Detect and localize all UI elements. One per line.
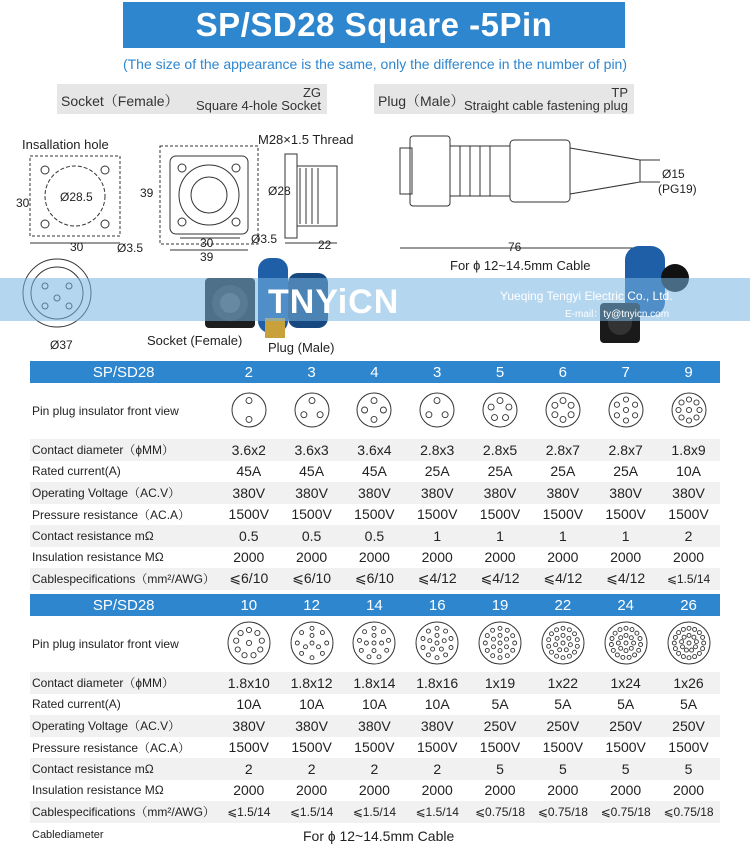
pin-count-header: 7 (594, 361, 657, 383)
table-cell: 1500V (354, 739, 395, 756)
table-row (30, 461, 720, 483)
table-cell: 1500V (605, 739, 646, 756)
table-cell: 250V (594, 715, 657, 737)
pin-view-cell (406, 616, 469, 672)
table-cell: 2000 (296, 549, 328, 566)
table-cell: 1500V (479, 739, 521, 756)
pin-face-3-icon (294, 392, 330, 428)
pin-count-header: 16 (406, 594, 469, 616)
table-cell: 1500V (668, 739, 709, 756)
pin-count-header: 10 (217, 594, 280, 616)
install-screw-label: Ø3.5 (117, 241, 144, 255)
table-cell: 1500V (542, 506, 584, 523)
pin-face-26-icon (667, 621, 711, 665)
table-row (30, 383, 720, 439)
table-cell: 45A (236, 463, 262, 480)
table-cell: 2 (657, 525, 720, 547)
table-row (30, 504, 720, 526)
table-cell: 1500V (228, 506, 270, 523)
table-cell: 2000 (358, 549, 390, 566)
pin-view-cell (469, 383, 532, 439)
table-cell: ⩽1.5/14 (657, 568, 720, 590)
table-cell: 1500V (291, 739, 332, 756)
table-cell: 2 (280, 758, 343, 780)
watermark-email: E-mail：ty@tnyicn.com (565, 309, 670, 320)
table-cell: 3.6x3 (280, 439, 343, 461)
pin-count-header: 5 (469, 361, 532, 383)
table-row (30, 525, 720, 547)
table-cell: 1500V (228, 739, 270, 756)
table-cell: 25A (613, 463, 639, 480)
table-cell: 380V (280, 715, 343, 737)
pin-face-16-icon (415, 621, 459, 665)
plug-cable-note: For ɸ 12~14.5mm Cable (450, 258, 591, 273)
row-label: Cablespecifications（mm²/AWG） (30, 801, 217, 823)
table-cell: 10A (236, 696, 262, 713)
table-row (30, 672, 720, 694)
socket-39-label: 39 (140, 186, 154, 200)
pin-face-19-icon (478, 621, 522, 665)
hole-diameter-label: Ø28.5 (60, 190, 93, 204)
table-cell: 2.8x5 (469, 439, 532, 461)
pin-face-22-icon (541, 621, 585, 665)
pin-view-cell (343, 616, 406, 672)
pin-face-4-icon (356, 392, 392, 428)
table-cell: 380V (343, 715, 406, 737)
table-cell: ⩽4/12 (531, 568, 594, 590)
table-cell: 25A (424, 463, 450, 480)
pin-face-2-icon (231, 392, 267, 428)
socket-30-label: 30 (200, 236, 214, 250)
table-row (30, 758, 720, 780)
install-width-label: 30 (70, 240, 84, 254)
socket-label: Socket（Female） (61, 93, 179, 109)
table-cell: ⩽1.5/14 (406, 801, 469, 823)
pin-view-cell (657, 616, 720, 672)
table-cell: 2 (217, 758, 280, 780)
table-cell: 2000 (233, 549, 265, 566)
table-cell: ⩽0.75/18 (657, 801, 720, 823)
table-cell: 5A (679, 696, 698, 713)
table-row (30, 616, 720, 672)
pin-count-header: 3 (280, 361, 343, 383)
table-cell: 1500V (291, 506, 332, 523)
table-row (30, 801, 720, 823)
table-cell: 2000 (610, 782, 642, 799)
pinface-37-label: Ø37 (50, 338, 73, 352)
socket-code: ZG (302, 85, 321, 100)
pin-count-header: 14 (343, 594, 406, 616)
pin-face-24-icon (604, 621, 648, 665)
pin-count-header: 12 (280, 594, 343, 616)
plug-desc: Straight cable fastening plug (463, 98, 628, 113)
pin-view-cell (217, 616, 280, 672)
table-row (30, 568, 720, 590)
table-cell: 1500V (354, 506, 395, 523)
table-cell: 3.6x2 (217, 439, 280, 461)
table-cell: 2000 (484, 549, 516, 566)
pin-view-cell (594, 616, 657, 672)
table-cell: 2000 (672, 549, 705, 566)
table-cell: 10A (361, 696, 387, 713)
socket-28-label: Ø28 (268, 184, 291, 198)
table-cell: 1500V (605, 506, 646, 523)
table-cell: 380V (217, 715, 280, 737)
row-label: Rated current(A) (32, 697, 121, 712)
table-cell: 5 (657, 758, 720, 780)
table-cell: 380V (531, 482, 594, 504)
row-label: Rated current(A) (32, 464, 121, 479)
plug-label: Plug（Male） (378, 93, 465, 109)
plug-pg19-label: (PG19) (658, 182, 697, 196)
row-label: Operating Voltage（AC.V） (30, 715, 217, 737)
watermark-logo: TNYiCN (268, 283, 400, 321)
cable-diameter-note: For ɸ 12~14.5mm Cable (303, 828, 455, 844)
socket-22-label: 22 (318, 238, 332, 252)
table-cell: 0.5 (217, 525, 280, 547)
table-cell: 1 (469, 525, 532, 547)
table-cell: 380V (343, 482, 406, 504)
socket-side-drawing (285, 154, 337, 243)
table-cell: 10A (676, 463, 701, 480)
table-cell: 2000 (484, 782, 516, 799)
pin-count-header: 4 (343, 361, 406, 383)
table-cell: 380V (657, 482, 720, 504)
row-label: Insulation resistance MΩ (32, 783, 164, 798)
table-cell: 2000 (358, 782, 390, 799)
spec-table-2 (30, 594, 720, 823)
socket-info-box (57, 84, 327, 114)
table-cell: 2000 (421, 549, 453, 566)
table-row (30, 547, 720, 569)
table-row (30, 780, 720, 802)
table-row (30, 482, 720, 504)
table-cell: 10A (299, 696, 325, 713)
table-cell: 2.8x3 (406, 439, 469, 461)
table-row (30, 737, 720, 759)
table-cell: 380V (217, 482, 280, 504)
table-cell: ⩽6/10 (217, 568, 280, 590)
table-cell: 1 (406, 525, 469, 547)
table-cell: 45A (299, 463, 325, 480)
table-cell: 1x22 (531, 672, 594, 694)
table-cell: ⩽1.5/14 (217, 801, 280, 823)
table-cell: ⩽0.75/18 (594, 801, 657, 823)
spec-table-1 (30, 361, 720, 590)
table-row (30, 715, 720, 737)
table-cell: 5 (594, 758, 657, 780)
table-cell: 1 (594, 525, 657, 547)
row-label: Contact resistance mΩ (30, 525, 217, 547)
page-title: SP/SD28 Square -5Pin (123, 2, 625, 48)
table-cell: 1x26 (657, 672, 720, 694)
table-cell: 1500V (479, 506, 521, 523)
table-cell: ⩽0.75/18 (531, 801, 594, 823)
table-cell: ⩽6/10 (280, 568, 343, 590)
table-cell: 0.5 (343, 525, 406, 547)
row-label: Insulation resistance MΩ (32, 550, 164, 565)
table-cell: 5 (469, 758, 532, 780)
pin-face-7-icon (608, 392, 644, 428)
table-cell: ⩽4/12 (469, 568, 532, 590)
pin-count-header: 2 (217, 361, 280, 383)
table-cell: 25A (487, 463, 513, 480)
technical-drawings (0, 118, 750, 358)
table-cell: 5A (617, 696, 635, 713)
pin-view-cell (406, 383, 469, 439)
table-row (30, 439, 720, 461)
table-cell: 380V (280, 482, 343, 504)
pin-face-3-icon (419, 392, 455, 428)
table-cell: 25A (550, 463, 576, 480)
table-cell: 2000 (610, 549, 642, 566)
table-cell: ⩽0.75/18 (469, 801, 532, 823)
socket-female-caption: Socket (Female) (147, 333, 243, 348)
table-cell: ⩽1.5/14 (280, 801, 343, 823)
table-model-header: SP/SD28 (30, 594, 217, 616)
socket-39b-label: 39 (200, 250, 214, 264)
socket-screw-label: Ø3.5 (251, 232, 278, 246)
table-cell: 250V (531, 715, 594, 737)
pin-view-cell (280, 616, 343, 672)
pin-count-header: 3 (406, 361, 469, 383)
plug-76-label: 76 (508, 240, 522, 254)
table-cell: 1.8x10 (217, 672, 280, 694)
table-cell: 1.8x16 (406, 672, 469, 694)
table-cell: 2 (343, 758, 406, 780)
table-row (30, 694, 720, 716)
pin-face-6-icon (545, 392, 581, 428)
table-cell: 250V (469, 715, 532, 737)
table-cell: 1500V (542, 739, 584, 756)
plug-info-box (374, 84, 634, 114)
row-label: Pin plug insulator front view (32, 637, 179, 651)
row-label: Pressure resistance（AC.A） (32, 507, 191, 522)
table-cell: 1500V (668, 506, 709, 523)
plug-side-drawing (400, 136, 660, 248)
table-cell: 2000 (296, 782, 328, 799)
table-header-row (30, 361, 720, 383)
table-cell: 2000 (547, 549, 579, 566)
pin-face-14-icon (352, 621, 396, 665)
socket-front-drawing (160, 146, 258, 250)
pin-view-cell (594, 383, 657, 439)
table-cell: 380V (594, 482, 657, 504)
table-cell: 2000 (672, 782, 705, 799)
pin-face-10-icon (227, 621, 271, 665)
table-cell: 2 (406, 758, 469, 780)
pin-view-cell (531, 383, 594, 439)
table-model-header: SP/SD28 (30, 361, 217, 383)
pin-view-cell (217, 383, 280, 439)
pin-count-header: 19 (469, 594, 532, 616)
pin-count-header: 24 (594, 594, 657, 616)
install-hole-label: Insallation hole (22, 137, 109, 152)
row-label: Pressure resistance（AC.A） (32, 740, 191, 755)
watermark-company: Yueqing Tengyi Electric Co., Ltd. (500, 289, 673, 303)
table-cell: 1.8x12 (280, 672, 343, 694)
table-cell: 10A (424, 696, 450, 713)
table-cell: 380V (406, 482, 469, 504)
row-label: Contact diameter（ɸMM） (30, 672, 217, 694)
table-cell: 2.8x7 (531, 439, 594, 461)
row-label: Pin plug insulator front view (32, 404, 179, 418)
table-cell: 380V (469, 482, 532, 504)
pin-view-cell (657, 383, 720, 439)
table-cell: ⩽4/12 (406, 568, 469, 590)
table-cell: 5A (491, 696, 509, 713)
row-label: Contact diameter（ɸMM） (30, 439, 217, 461)
pin-view-cell (280, 383, 343, 439)
pin-view-cell (343, 383, 406, 439)
row-label: Cablespecifications（mm²/AWG） (30, 568, 217, 590)
row-label: Contact resistance mΩ (30, 758, 217, 780)
table-cell: 1500V (416, 506, 458, 523)
table-cell: 1.8x14 (343, 672, 406, 694)
pin-view-cell (469, 616, 532, 672)
pin-count-header: 9 (657, 361, 720, 383)
table-header-row (30, 594, 720, 616)
pin-face-9-icon (671, 392, 707, 428)
table-cell: 2.8x7 (594, 439, 657, 461)
table-cell: 3.6x4 (343, 439, 406, 461)
table-cell: ⩽1.5/14 (343, 801, 406, 823)
table-cell: 1.8x9 (657, 439, 720, 461)
table-cell: ⩽4/12 (594, 568, 657, 590)
plug-15-label: Ø15 (662, 167, 685, 181)
table-cell: 380V (406, 715, 469, 737)
pin-count-header: 26 (657, 594, 720, 616)
socket-desc: Square 4-hole Socket (195, 98, 321, 113)
table-cell: 1x24 (594, 672, 657, 694)
table-cell: ⩽6/10 (343, 568, 406, 590)
table-cell: 250V (657, 715, 720, 737)
table-cell: 0.5 (280, 525, 343, 547)
plug-male-caption: Plug (Male) (268, 340, 335, 355)
pin-face-12-icon (290, 621, 334, 665)
table-cell: 5A (554, 696, 572, 713)
plug-code: TP (611, 85, 628, 100)
table-cell: 5 (531, 758, 594, 780)
table-cell: 2000 (421, 782, 453, 799)
table-cell: 1500V (416, 739, 458, 756)
row-label: Operating Voltage（AC.V） (30, 482, 217, 504)
table-cell: 2000 (547, 782, 579, 799)
table-cell: 1x19 (469, 672, 532, 694)
table-cell: 1 (531, 525, 594, 547)
pin-count-header: 22 (531, 594, 594, 616)
page-subtitle: (The size of the appearance is the same, only the difference in the number of pin) (122, 56, 628, 72)
table-cell: 2000 (233, 782, 265, 799)
table-cell: 45A (361, 463, 387, 480)
install-height-label: 30 (16, 196, 30, 210)
pin-face-5-icon (482, 392, 518, 428)
thread-label: M28×1.5 Thread (258, 132, 354, 147)
pin-count-header: 6 (531, 361, 594, 383)
cable-diameter-label: Cablediameter (32, 829, 104, 841)
pin-view-cell (531, 616, 594, 672)
